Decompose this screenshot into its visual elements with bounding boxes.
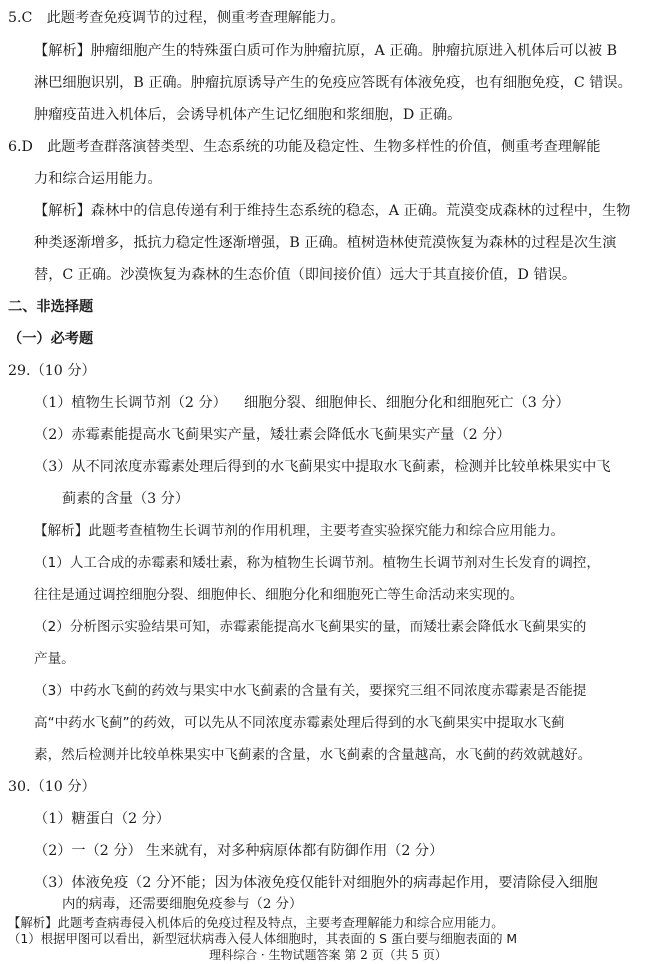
page-footer: 理科综合 · 生物试题答案 第 2 页（共 5 页） <box>209 948 447 962</box>
q29-analysis-line-5: 产量。 <box>34 651 75 667</box>
q5-head: 5.C 此题考查免疫调节的过程，侧重考查理解能力。 <box>8 10 345 26</box>
q6-analysis-line-3: 替，C 正确。沙漠恢复为森林的生态价值（即间接价值）远大于其直接价值，D 错误。 <box>34 267 577 283</box>
q6-head-line-2: 力和综合运用能力。 <box>34 171 162 187</box>
q29-answer-3-line-2: 蓟素的含量（3 分） <box>62 491 190 507</box>
q30-answer-3c: 内的病毒，还需要细胞免疫参与（2 分） <box>62 897 303 912</box>
q29-analysis-line-8: 素，然后检测并比较单株果实中飞蓟素的含量，水飞蓟素的含量越高，水飞蓟的药效就越好。 <box>34 747 592 763</box>
q29-analysis-line-1: 【解析】此题考查植物生长调节剂的作用机理，主要考查实验探究能力和综合应用能力。 <box>34 523 565 539</box>
q29-analysis-line-3: 往往是通过调控细胞分裂、细胞伸长、细胞分化和细胞死亡等生命活动来实现的。 <box>34 587 524 603</box>
q29-analysis-line-2: （1）人工合成的赤霉素和矮壮素，称为植物生长调节剂。植物生长调节剂对生长发育的调控， <box>34 555 600 571</box>
q29-answer-3-line-1: （3）从不同浓度赤霉素处理后得到的水飞蓟果实中提取水飞蓟素，检测并比较单株果实中飞 <box>34 459 611 475</box>
q29-analysis-line-7: 高“中药水飞蓟”的药效，可以先从不同浓度赤霉素处理后得到的水飞蓟果实中提取水飞蓟 <box>34 715 565 731</box>
section-title: 二、非选择题 <box>8 299 94 315</box>
q30-answer-1: （1）糖蛋白（2 分） <box>34 811 171 827</box>
q29-analysis-line-6: （3）中药水飞蓟的药效与果实中水飞蓟素的含量有关，要探究三组不同浓度赤霉素是否能提 <box>34 683 587 699</box>
q29-answer-2: （2）赤霉素能提高水飞蓟果实产量，矮壮素会降低水飞蓟果实产量（2 分） <box>34 427 511 443</box>
q30-analysis-line-2: （1）根据甲图可以看出，新型冠状病毒入侵人体细胞时，其表面的 S 蛋白要与细胞表面的 M <box>8 931 518 946</box>
q5-analysis-line-3: 肿瘤疫苗进入机体后，会诱导机体产生记忆细胞和浆细胞，D 正确。 <box>34 107 462 123</box>
q30-head: 30.（10 分） <box>8 779 96 795</box>
q30-answer-3b: 不能；因为体液免疫仅能针对细胞外的病毒起作用，要清除侵入细胞 <box>172 875 598 891</box>
q29-head: 29.（10 分） <box>8 363 96 379</box>
q30-answer-3: （3）体液免疫（2 分） <box>34 875 185 891</box>
q6-analysis-line-2: 种类逐渐增多，抵抗力稳定性逐渐增强，B 正确。植树造林使荒漠恢复为森林的过程是次生演 <box>34 235 617 251</box>
q5-analysis-line-2: 淋巴细胞识别，B 正确。肿瘤抗原诱导产生的免疫应答既有体液免疫，也有细胞免疫，C 错误。 <box>34 75 632 91</box>
q29-answer-1b: 细胞分裂、细胞伸长、细胞分化和细胞死亡（3 分） <box>244 395 570 411</box>
q6-head-line-1: 6.D 此题考查群落演替类型、生态系统的功能及稳定性、生物多样性的价值，侧重考查理解能 <box>8 139 601 155</box>
subsection-title: （一）必考题 <box>8 331 94 347</box>
q5-analysis-line-1: 【解析】肿瘤细胞产生的特殊蛋白质可作为肿瘤抗原，A 正确。肿瘤抗原进入机体后可以被 B <box>34 43 618 59</box>
q30-answer-2: （2）一（2 分） <box>34 843 142 859</box>
q6-analysis-line-1: 【解析】森林中的信息传递有利于维持生态系统的稳态，A 正确。荒漠变成森林的过程中，生物 <box>34 203 631 219</box>
q30-analysis-line-1: 【解析】此题考查病毒侵入机体后的免疫过程及特点，主要考查理解能力和综合应用能力。 <box>8 915 504 930</box>
q30-answer-2b: 生来就有，对多种病原体都有防御作用（2 分） <box>146 843 444 859</box>
q29-answer-1: （1）植物生长调节剂（2 分） <box>34 395 227 411</box>
q29-analysis-line-4: （2）分析图示实验结果可知，赤霉素能提高水飞蓟果实的量，而矮壮素会降低水飞蓟果实的 <box>34 619 587 635</box>
